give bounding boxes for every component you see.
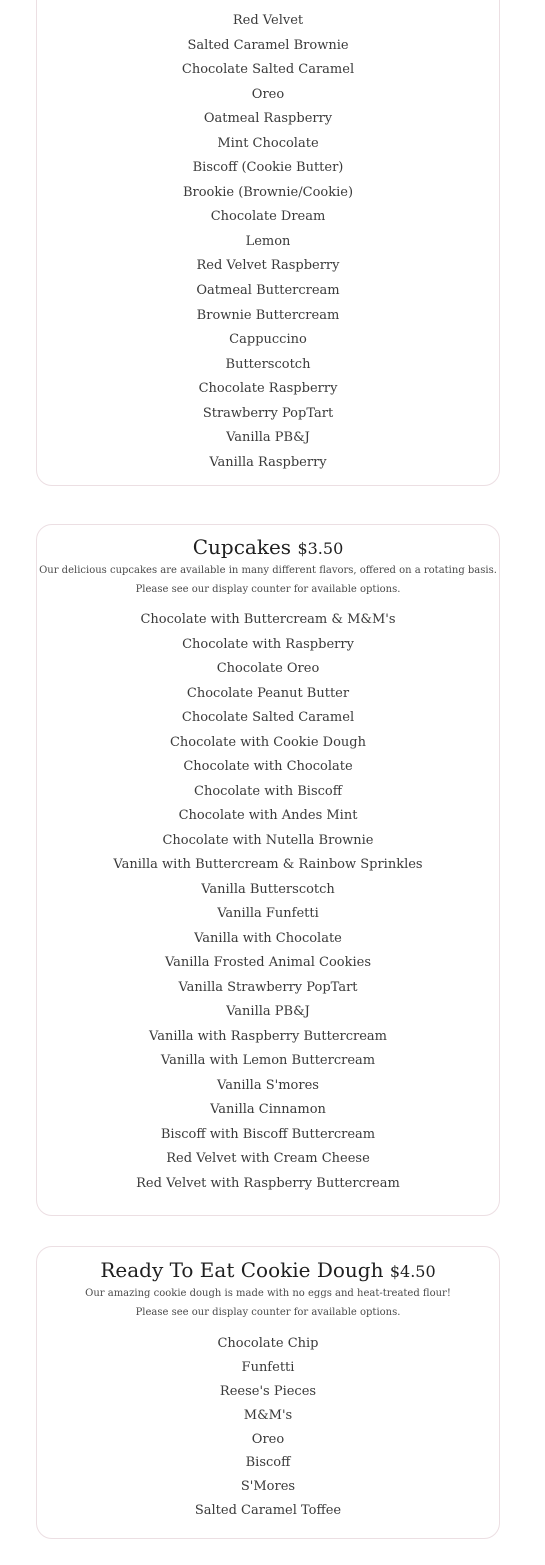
menu-item: Vanilla Frosted Animal Cookies [164, 955, 372, 970]
menu-item: Biscoff (Cookie Butter) [192, 160, 344, 176]
description-line: Please see our display counter for available options. [135, 1306, 401, 1318]
menu-item: M&M's [243, 1407, 293, 1423]
menu-item: Vanilla with Lemon Buttercream [160, 1053, 376, 1068]
menu-item: Chocolate with Raspberry [182, 636, 354, 652]
menu-item: Oreo [251, 86, 285, 102]
menu-item: Vanilla with Buttercream & Rainbow Sprinkles [113, 857, 423, 872]
cookie-dough-flavor-list [37, 1332, 499, 1523]
section-description [37, 562, 499, 599]
menu-item: Mint Chocolate [217, 135, 319, 151]
menu-item: Chocolate Salted Caramel [181, 710, 355, 725]
menu-item: Chocolate Salted Caramel [181, 62, 355, 78]
menu-item: Chocolate Dream [210, 209, 326, 225]
menu-item: Vanilla with Chocolate [194, 930, 342, 946]
menu-item: Vanilla S'mores [217, 1077, 319, 1093]
cookie-dough-menu-card [36, 1246, 500, 1539]
cupcakes-menu-card [36, 524, 500, 1216]
menu-item: Butterscotch [225, 356, 311, 372]
menu-item: Biscoff [245, 1455, 291, 1471]
menu-item: Funfetti [241, 1359, 295, 1375]
menu-item: Brownie Buttercream [196, 307, 340, 323]
section-title [37, 1258, 499, 1282]
price-label: $4.50 [389, 1262, 436, 1281]
menu-item: Oatmeal Buttercream [196, 283, 340, 299]
menu-item: Vanilla with Raspberry Buttercream [149, 1028, 387, 1044]
menu-item: Vanilla Strawberry PopTart [178, 979, 358, 995]
cookie-flavor-list [37, 0, 499, 475]
menu-item: Red Velvet [232, 13, 304, 28]
menu-item: Chocolate with Chocolate [183, 759, 353, 774]
menu-item: Chocolate Chip [217, 1336, 319, 1351]
menu-item: Biscoff with Biscoff Buttercream [160, 1126, 376, 1142]
menu-item: Chocolate with Buttercream & M&M's [140, 612, 396, 627]
menu-item: Chocolate Raspberry [198, 381, 338, 397]
menu-item: Salted Caramel Brownie [187, 37, 349, 53]
section-description [37, 1285, 499, 1322]
menu-item: Chocolate Peanut Butter [186, 685, 350, 701]
description-line: Our amazing cookie dough is made with no eggs and heat-treated flour! [85, 1288, 451, 1299]
description-line: Please see our display counter for available options. [135, 583, 401, 595]
section-title [37, 535, 499, 559]
menu-item: Strawberry PopTart [202, 405, 334, 421]
menu-item: Vanilla Cinnamon [210, 1102, 326, 1117]
menu-item: Vanilla Butterscotch [201, 881, 335, 897]
description-line: Our delicious cupcakes are available in many different flavors, offered on a rotating basis. [39, 565, 497, 576]
menu-item: Red Velvet Raspberry [196, 258, 340, 274]
section-title-text: Cupcakes [192, 535, 292, 559]
menu-item: Chocolate Oreo [216, 661, 320, 676]
menu-item: Chocolate with Nutella Brownie [162, 832, 374, 848]
menu-item: Chocolate with Andes Mint [178, 808, 358, 823]
price-label: $3.50 [297, 539, 344, 558]
menu-item: Oatmeal Raspberry [203, 111, 333, 127]
menu-item: S'Mores [240, 1479, 296, 1495]
menu-item: Salted Caramel Toffee [194, 1503, 342, 1519]
menu-item: Oreo [251, 1431, 285, 1447]
menu-item: Vanilla Funfetti [217, 906, 319, 921]
menu-item: Red Velvet with Raspberry Buttercream [136, 1175, 400, 1191]
menu-item: Lemon [245, 233, 291, 249]
menu-item: Cappuccino [229, 332, 307, 348]
cookies-menu-card [36, 0, 500, 486]
menu-item: Vanilla Raspberry [209, 454, 327, 470]
menu-item: Vanilla PB&J [226, 430, 310, 446]
menu-item: Chocolate with Biscoff [194, 783, 342, 799]
menu-item: Chocolate with Cookie Dough [169, 734, 366, 750]
menu-item: Brookie (Brownie/Cookie) [182, 184, 354, 200]
section-title-text: Ready To Eat Cookie Dough [100, 1258, 384, 1282]
menu-item: Reese's Pieces [219, 1383, 317, 1399]
cupcake-flavor-list [37, 608, 499, 1196]
menu-item: Red Velvet with Cream Cheese [166, 1151, 370, 1166]
menu-item: Vanilla PB&J [226, 1004, 310, 1019]
